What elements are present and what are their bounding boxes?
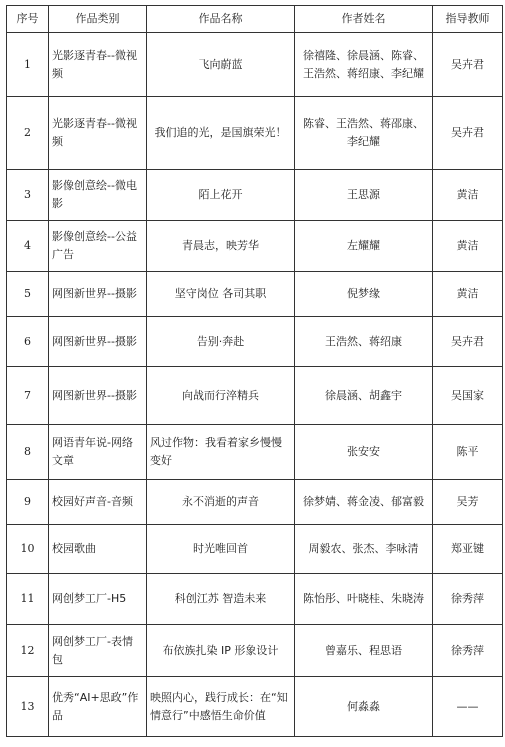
header-row: [7, 6, 503, 33]
header-number: 序号: [7, 6, 49, 33]
table-row: [7, 367, 503, 425]
header-teacher: 指导教师: [433, 6, 503, 33]
row-number: 7: [7, 367, 49, 425]
award-table: [6, 5, 503, 737]
row-teacher: 黄洁: [433, 272, 503, 317]
row-category: 影像创意绘--微电影: [49, 170, 147, 221]
row-number: 13: [7, 677, 49, 737]
row-category: 网创梦工厂-表情包: [49, 625, 147, 677]
row-title: 时光唯回首: [147, 525, 295, 574]
row-title: 我们追的光，是国旗荣光！: [147, 97, 295, 170]
row-teacher: 陈平: [433, 425, 503, 480]
table-row: [7, 425, 503, 480]
row-title: 向战而行淬精兵: [147, 367, 295, 425]
row-category: 光影逐青春--微视频: [49, 33, 147, 97]
table-row: [7, 574, 503, 625]
row-number: 4: [7, 221, 49, 272]
row-number: 12: [7, 625, 49, 677]
row-category: 网图新世界--摄影: [49, 272, 147, 317]
row-authors: 曾嘉乐、程思语: [295, 625, 433, 677]
row-teacher: 黄洁: [433, 170, 503, 221]
row-category: 网语青年说-网络文章: [49, 425, 147, 480]
header-authors: 作者姓名: [295, 6, 433, 33]
header-category: 作品类别: [49, 6, 147, 33]
row-teacher: 徐秀萍: [433, 574, 503, 625]
row-authors: 陈怡彤、叶晓桂、朱晓涛: [295, 574, 433, 625]
row-teacher: 黄洁: [433, 221, 503, 272]
row-title: 告别·奔赴: [147, 317, 295, 367]
row-category: 光影逐青春--微视频: [49, 97, 147, 170]
row-teacher: 郑亚键: [433, 525, 503, 574]
row-category: 优秀“AI+思政”作品: [49, 677, 147, 737]
row-title: 永不消逝的声音: [147, 480, 295, 525]
row-title: 陌上花开: [147, 170, 295, 221]
row-number: 9: [7, 480, 49, 525]
row-title: 科创江苏 智造未来: [147, 574, 295, 625]
row-teacher: 徐秀萍: [433, 625, 503, 677]
row-title: 布依族扎染 IP 形象设计: [147, 625, 295, 677]
row-authors: 左耀耀: [295, 221, 433, 272]
table-row: [7, 480, 503, 525]
row-authors: 陈睿、王浩然、蒋邵康、李纪耀: [295, 97, 433, 170]
row-number: 3: [7, 170, 49, 221]
row-number: 8: [7, 425, 49, 480]
header-title: 作品名称: [147, 6, 295, 33]
row-teacher: 吴卉君: [433, 317, 503, 367]
row-teacher: 吴卉君: [433, 97, 503, 170]
table-row: [7, 272, 503, 317]
row-title: 坚守岗位 各司其职: [147, 272, 295, 317]
table-row: [7, 317, 503, 367]
row-authors: 倪梦缘: [295, 272, 433, 317]
row-number: 5: [7, 272, 49, 317]
row-title: 飞向蔚蓝: [147, 33, 295, 97]
row-teacher: 吴卉君: [433, 33, 503, 97]
row-number: 1: [7, 33, 49, 97]
row-teacher: 吴国家: [433, 367, 503, 425]
table-row: [7, 221, 503, 272]
row-authors: 徐梦婧、蒋金凌、郁富毅: [295, 480, 433, 525]
table-row: [7, 525, 503, 574]
row-authors: 徐禧隆、徐晨涵、陈睿、王浩然、蒋绍康、李纪耀: [295, 33, 433, 97]
row-title: 映照内心，践行成长：在“知情意行”中感悟生命价值: [147, 677, 295, 737]
row-category: 网图新世界--摄影: [49, 317, 147, 367]
row-title: 青晨志，映芳华: [147, 221, 295, 272]
row-title: 风过作物：我看着家乡慢慢变好: [147, 425, 295, 480]
row-authors: 何淼淼: [295, 677, 433, 737]
table-row: [7, 170, 503, 221]
row-category: 校园歌曲: [49, 525, 147, 574]
row-number: 11: [7, 574, 49, 625]
table-row: [7, 97, 503, 170]
table-row: [7, 33, 503, 97]
row-authors: 张安安: [295, 425, 433, 480]
row-category: 影像创意绘--公益广告: [49, 221, 147, 272]
row-category: 网创梦工厂-H5: [49, 574, 147, 625]
row-category: 校园好声音-音频: [49, 480, 147, 525]
row-authors: 王思源: [295, 170, 433, 221]
row-number: 6: [7, 317, 49, 367]
row-number: 2: [7, 97, 49, 170]
table-row: [7, 677, 503, 737]
row-teacher: 吴芳: [433, 480, 503, 525]
row-authors: 王浩然、蒋绍康: [295, 317, 433, 367]
row-number: 10: [7, 525, 49, 574]
row-teacher: ——: [433, 677, 503, 737]
row-authors: 周毅农、张杰、李咏清: [295, 525, 433, 574]
row-category: 网图新世界--摄影: [49, 367, 147, 425]
table-row: [7, 625, 503, 677]
row-authors: 徐晨涵、胡鑫宇: [295, 367, 433, 425]
